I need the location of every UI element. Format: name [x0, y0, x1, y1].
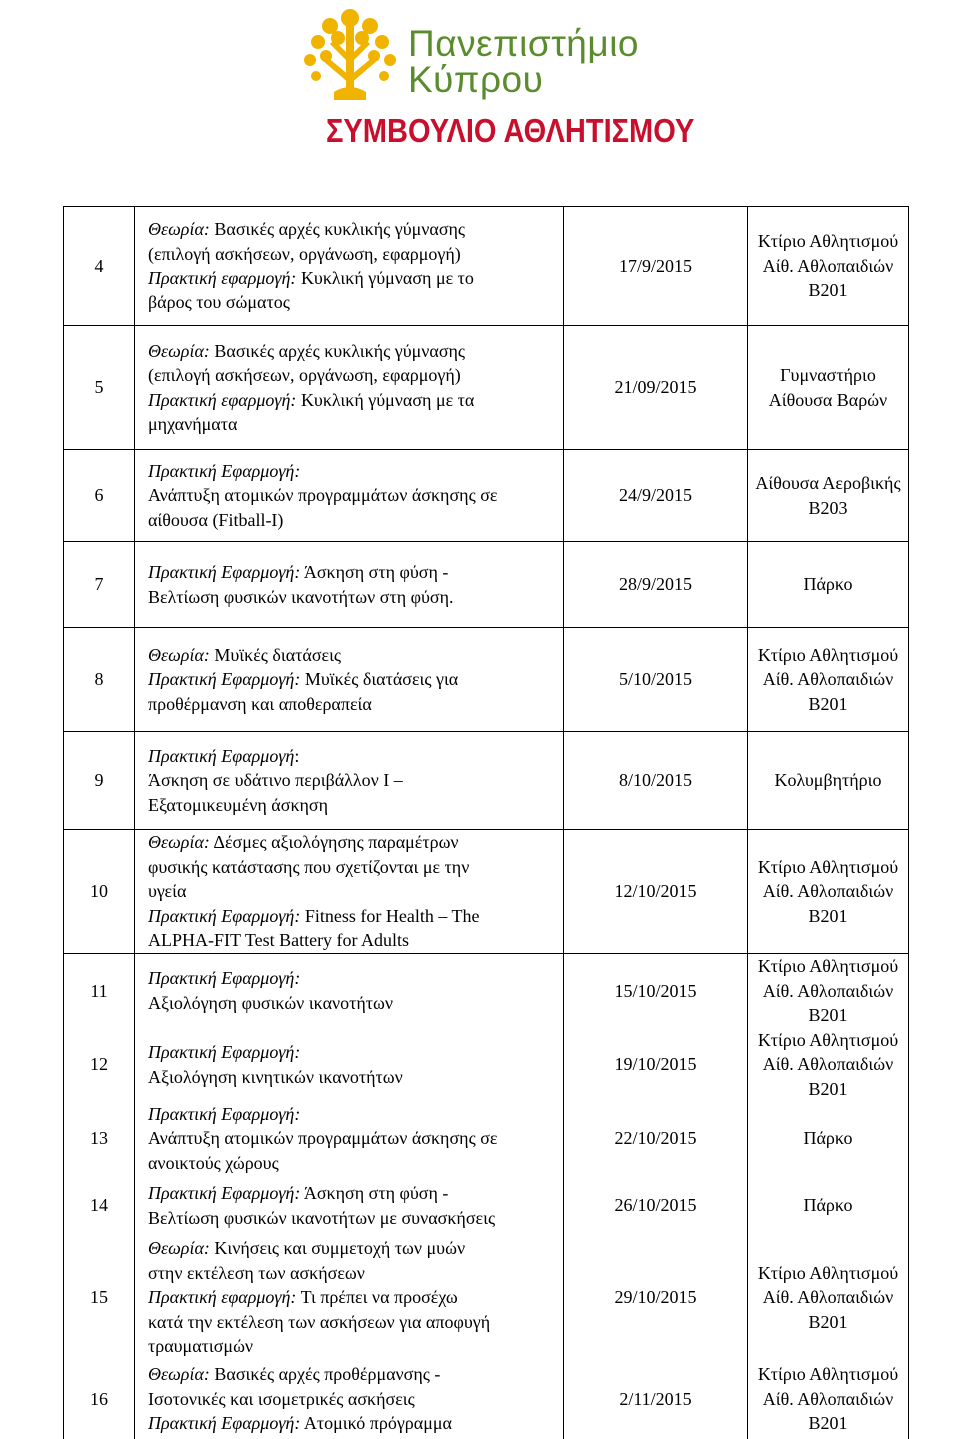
location-line: Β201 — [808, 693, 848, 714]
table-row — [64, 207, 909, 326]
description-line — [148, 290, 563, 314]
location-line: Πάρκο — [803, 1128, 853, 1149]
table-row — [64, 1028, 909, 1102]
description-text: τραυματισμών — [148, 1336, 254, 1357]
location-line: Κτίριο Αθλητισμού — [757, 1364, 899, 1385]
location-line: Αίθουσα Αεροβικής — [755, 473, 901, 494]
table-row — [64, 1360, 909, 1439]
session-date: 15/10/2015 — [564, 954, 748, 1028]
description-text: Fitness for Health – The — [300, 905, 480, 926]
cypress-tree-icon — [300, 4, 400, 108]
section-label: Πρακτική Εφαρμογή: — [148, 460, 301, 481]
location-line: Κτίριο Αθλητισμού — [757, 1029, 899, 1050]
description-line — [148, 904, 563, 928]
description-line — [148, 855, 563, 879]
location-line: Κολυμβητήριο — [774, 770, 882, 791]
description-text: Άσκηση στη φύση - — [300, 1183, 449, 1204]
location-line: Β201 — [808, 1311, 848, 1332]
description-text: Βασικές αρχές κυκλικής γύμνασης — [209, 340, 466, 361]
section-label: Πρακτική Εφαρμογή: — [148, 1103, 301, 1124]
session-description — [135, 450, 564, 542]
table-row — [64, 628, 909, 732]
session-location — [748, 830, 909, 954]
session-date: 19/10/2015 — [564, 1028, 748, 1102]
session-number: 7 — [64, 542, 135, 628]
location-line: Αίθ. Αθλοπαιδιών — [762, 255, 894, 276]
session-description — [135, 1236, 564, 1360]
session-number: 5 — [64, 326, 135, 450]
location-line: Αίθ. Αθλοπαιδιών — [762, 1054, 894, 1075]
session-number: 6 — [64, 450, 135, 542]
description-text: αίθουσα (Fitball-I) — [148, 509, 284, 530]
table-row — [64, 450, 909, 542]
location-line: Αίθ. Αθλοπαιδιών — [762, 1388, 894, 1409]
section-label: Πρακτική Εφαρμογή: — [148, 1413, 301, 1434]
description-text: Μυϊκές διατάσεις για — [300, 669, 459, 690]
session-date: 26/10/2015 — [564, 1176, 748, 1236]
session-number: 15 — [64, 1236, 135, 1360]
description-text: Ατομικό πρόγραμμα — [300, 1413, 452, 1434]
description-text: Βασικές αρχές κυκλικής γύμνασης — [209, 219, 466, 240]
description-line — [148, 1285, 563, 1309]
description-line — [148, 1181, 563, 1205]
university-logo — [300, 4, 695, 150]
location-line: Κτίριο Αθλητισμού — [757, 956, 899, 977]
description-text: Ανάπτυξη ατομικών προγραμμάτων άσκησης σε — [148, 485, 498, 506]
description-line — [148, 1362, 563, 1386]
location-line: Αίθ. Αθλοπαιδιών — [762, 1287, 894, 1308]
session-date: 17/9/2015 — [564, 207, 748, 326]
description-line — [148, 508, 563, 532]
session-date: 5/10/2015 — [564, 628, 748, 732]
session-date: 24/9/2015 — [564, 450, 748, 542]
location-line: Β201 — [808, 905, 848, 926]
description-line — [148, 560, 563, 584]
session-date: 2/11/2015 — [564, 1360, 748, 1439]
description-text: υγεία — [148, 881, 187, 902]
description-line — [148, 966, 563, 990]
section-label: Θεωρία: — [148, 1364, 210, 1385]
description-line — [148, 879, 563, 903]
session-location — [748, 1360, 909, 1439]
description-text: Βασικές αρχές προθέρμανσης - — [209, 1364, 441, 1385]
description-line — [148, 1387, 563, 1411]
description-text: βάρος του σώματος — [148, 292, 290, 313]
description-text: Αξιολόγηση κινητικών ικανοτήτων — [148, 1066, 403, 1087]
location-line: Κτίριο Αθλητισμού — [757, 1262, 899, 1283]
description-text: (επιλογή ασκήσεων, οργάνωση, εφαρμογή) — [148, 243, 461, 264]
session-date: 8/10/2015 — [564, 732, 748, 830]
description-line — [148, 830, 563, 854]
table-row — [64, 1176, 909, 1236]
section-label: Πρακτική εφαρμογή: — [148, 1287, 297, 1308]
session-date: 28/9/2015 — [564, 542, 748, 628]
description-text: φυσικής κατάστασης που σχετίζονται με την — [148, 856, 470, 877]
description-line — [148, 483, 563, 507]
description-text: Τι πρέπει να προσέχω — [296, 1287, 458, 1308]
session-description — [135, 954, 564, 1028]
session-location — [748, 542, 909, 628]
description-line — [148, 1126, 563, 1150]
location-line: Κτίριο Αθλητισμού — [757, 231, 899, 252]
session-description — [135, 1360, 564, 1439]
logo-title-line2: Κύπρου — [408, 59, 544, 100]
table-row — [64, 954, 909, 1028]
location-line: Β201 — [808, 1004, 848, 1025]
session-date: 22/10/2015 — [564, 1102, 748, 1176]
location-line: Αίθουσα Βαρών — [768, 389, 888, 410]
location-line: Γυμναστήριο — [780, 365, 876, 386]
section-label: Πρακτική Εφαρμογή: — [148, 968, 301, 989]
description-line — [148, 1261, 563, 1285]
description-line — [148, 1206, 563, 1230]
description-text: στην εκτέλεση των ασκήσεων — [148, 1262, 365, 1283]
session-date: 12/10/2015 — [564, 830, 748, 954]
session-number: 8 — [64, 628, 135, 732]
description-line — [148, 768, 563, 792]
description-text: ανοικτούς χώρους — [148, 1152, 279, 1173]
section-label: Θεωρία: — [148, 1238, 210, 1259]
session-number: 9 — [64, 732, 135, 830]
section-label: Πρακτική Εφαρμογή: — [148, 562, 301, 583]
location-line: Β201 — [808, 1078, 848, 1099]
session-location — [748, 732, 909, 830]
description-text: Άσκηση σε υδάτινο περιβάλλον Ι – — [148, 770, 403, 791]
section-label: Πρακτική Εφαρμογή: — [148, 905, 301, 926]
table-row — [64, 1236, 909, 1360]
table-row — [64, 830, 909, 954]
description-line — [148, 1334, 563, 1358]
description-line — [148, 585, 563, 609]
description-line — [148, 242, 563, 266]
description-line — [148, 643, 563, 667]
session-date: 29/10/2015 — [564, 1236, 748, 1360]
section-label: Πρακτική εφαρμογή: — [148, 389, 297, 410]
description-text: Μυϊκές διατάσεις — [209, 644, 342, 665]
description-text: κατά την εκτέλεση των ασκήσεων για αποφυγή — [148, 1311, 491, 1332]
description-text: Εξατομικευμένη άσκηση — [148, 794, 329, 815]
description-line — [148, 459, 563, 483]
location-line: Β201 — [808, 1413, 848, 1434]
table-row — [64, 1102, 909, 1176]
section-label: Πρακτική εφαρμογή: — [148, 268, 297, 288]
session-description — [135, 207, 564, 326]
session-description — [135, 1176, 564, 1236]
session-number: 16 — [64, 1360, 135, 1439]
description-line — [148, 1040, 563, 1064]
section-label: Θεωρία: — [148, 644, 210, 665]
description-text: : — [294, 745, 300, 766]
section-label: Θεωρία: — [148, 340, 210, 361]
description-text: Κινήσεις και συμμετοχή των μυών — [209, 1238, 466, 1259]
description-text: Κυκλική γύμναση με το — [296, 268, 474, 288]
session-location — [748, 207, 909, 326]
description-text: Άσκηση στη φύση - — [300, 562, 449, 583]
location-line: Β203 — [808, 497, 848, 518]
description-text: Ανάπτυξη ατομικών προγραμμάτων άσκησης σε — [148, 1128, 498, 1149]
session-location — [748, 628, 909, 732]
description-line — [148, 217, 563, 241]
location-line: Πάρκο — [803, 1195, 853, 1216]
schedule-table — [63, 206, 909, 1439]
session-number: 13 — [64, 1102, 135, 1176]
session-description — [135, 1102, 564, 1176]
session-description — [135, 732, 564, 830]
description-text: προθέρμανση και αποθεραπεία — [148, 693, 372, 714]
session-date: 21/09/2015 — [564, 326, 748, 450]
section-label: Πρακτική Εφαρμογή: — [148, 669, 301, 690]
description-line — [148, 692, 563, 716]
description-line — [148, 928, 563, 952]
description-line — [148, 1411, 563, 1435]
description-line — [148, 363, 563, 387]
location-line: Αίθ. Αθλοπαιδιών — [762, 881, 894, 902]
location-line: Κτίριο Αθλητισμού — [757, 856, 899, 877]
location-line: Αίθ. Αθλοπαιδιών — [762, 669, 894, 690]
description-text: Ισοτονικές και ισομετρικές ασκήσεις — [148, 1388, 415, 1409]
session-location — [748, 450, 909, 542]
session-number: 14 — [64, 1176, 135, 1236]
section-label: Θεωρία: — [148, 219, 210, 240]
table-row — [64, 326, 909, 450]
location-line: Β201 — [808, 280, 848, 301]
section-label: Θεωρία: — [148, 832, 210, 853]
description-line — [148, 1065, 563, 1089]
description-text: Βελτίωση φυσικών ικανοτήτων στη φύση. — [148, 586, 454, 607]
session-location — [748, 326, 909, 450]
location-line: Αίθ. Αθλοπαιδιών — [762, 980, 894, 1001]
section-label: Πρακτική Εφαρμογή — [148, 745, 295, 766]
description-line — [148, 339, 563, 363]
description-line — [148, 266, 563, 290]
table-row — [64, 542, 909, 628]
description-line — [148, 744, 563, 768]
logo-subtitle: ΣΥΜΒΟΥΛΙΟ ΑΘΛΗΤΙΣΜΟΥ — [326, 112, 695, 149]
description-text: Δέσμες αξιολόγησης παραμέτρων — [209, 832, 459, 853]
session-description — [135, 628, 564, 732]
description-line — [148, 793, 563, 817]
description-line — [148, 991, 563, 1015]
description-text: Κυκλική γύμναση με τα — [296, 389, 475, 410]
session-location — [748, 1028, 909, 1102]
session-location — [748, 1102, 909, 1176]
section-label: Πρακτική Εφαρμογή: — [148, 1183, 301, 1204]
session-number: 4 — [64, 207, 135, 326]
description-line — [148, 412, 563, 436]
description-line — [148, 1236, 563, 1260]
description-text: Βελτίωση φυσικών ικανοτήτων με συνασκήσεις — [148, 1207, 496, 1228]
session-location — [748, 954, 909, 1028]
session-description — [135, 1028, 564, 1102]
description-line — [148, 388, 563, 412]
session-description — [135, 326, 564, 450]
location-line: Πάρκο — [803, 574, 853, 595]
session-number: 11 — [64, 954, 135, 1028]
description-text: μηχανήματα — [148, 413, 238, 434]
session-description — [135, 830, 564, 954]
description-line — [148, 1310, 563, 1334]
session-description — [135, 542, 564, 628]
section-label: Πρακτική Εφαρμογή: — [148, 1042, 301, 1063]
description-line — [148, 667, 563, 691]
session-location — [748, 1236, 909, 1360]
table-row — [64, 732, 909, 830]
description-text: ALPHA-FIT Test Battery for Adults — [148, 930, 410, 951]
session-number: 12 — [64, 1028, 135, 1102]
session-number: 10 — [64, 830, 135, 954]
description-line — [148, 1151, 563, 1175]
description-text: (επιλογή ασκήσεων, οργάνωση, εφαρμογή) — [148, 365, 461, 386]
description-text: Αξιολόγηση φυσικών ικανοτήτων — [148, 992, 394, 1013]
session-location — [748, 1176, 909, 1236]
description-line — [148, 1102, 563, 1126]
logo-title-line1: Πανεπιστήμιο — [408, 23, 639, 64]
location-line: Κτίριο Αθλητισμού — [757, 644, 899, 665]
